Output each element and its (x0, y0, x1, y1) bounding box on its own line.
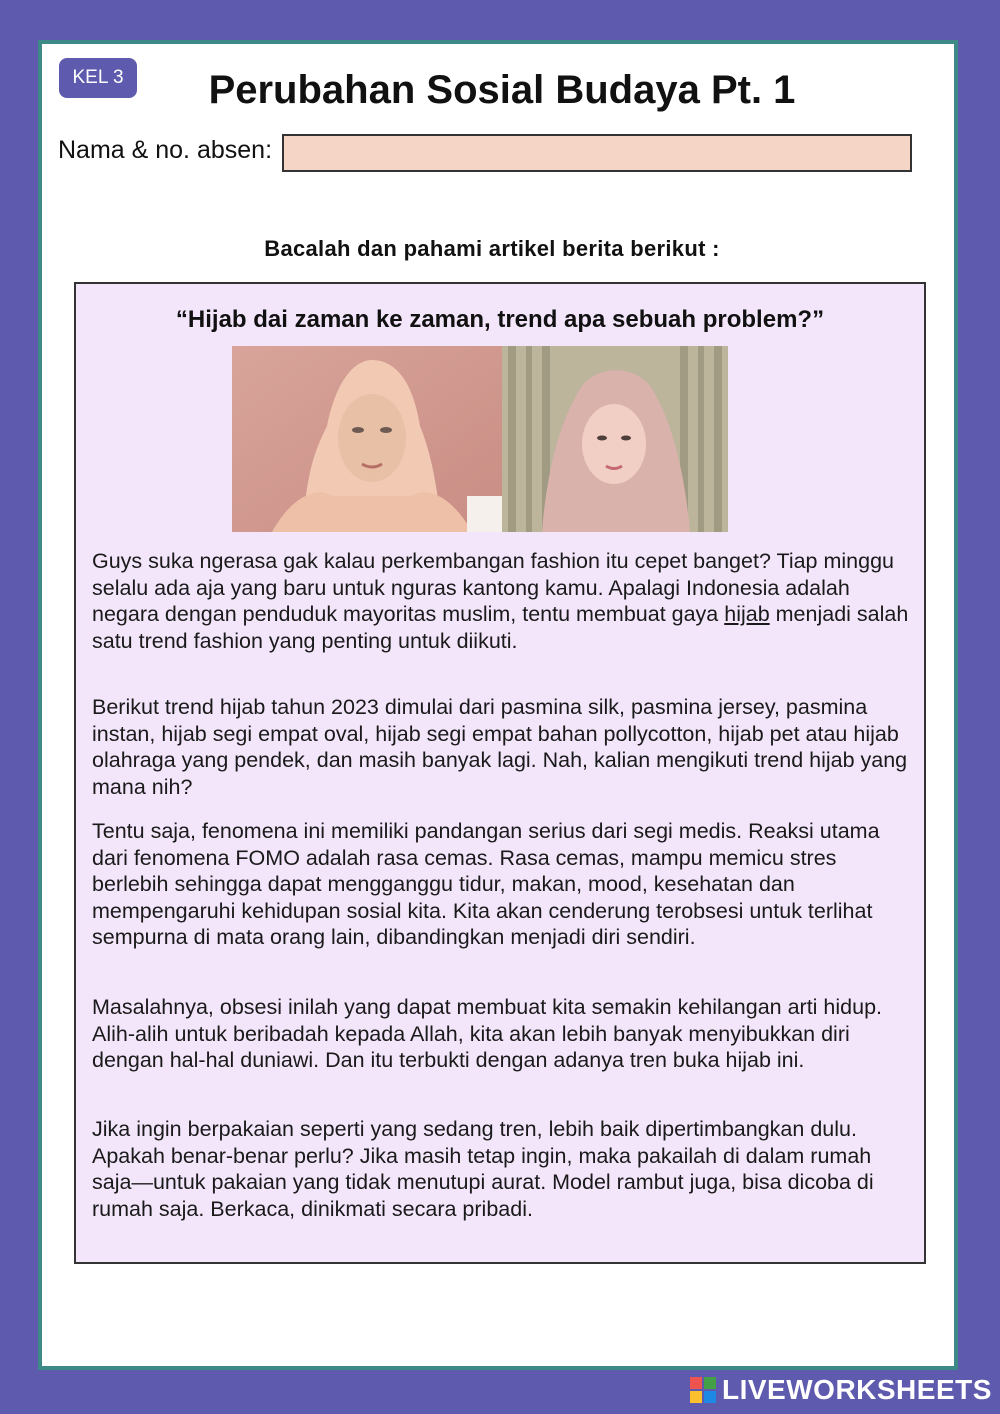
hijab-link[interactable]: hijab (724, 602, 770, 626)
paragraph-1-text-end: menjadi salah satu trend fashion yang penting untuk diikuti. (92, 602, 909, 653)
article-paragraph-2: Berikut trend hijab tahun 2023 dimulai dari pasmina silk, pasmina jersey, pasmina instan, hijab segi empat oval, hijab segi empat bahan pollycotton, hijab pet atau hijab olahraga yang pendek, dan masih banyak lagi. Nah, kalian mengikuti trend hijab yang mana nih? (92, 695, 908, 799)
instruction-text: Bacalah dan pahami artikel berita berikut : (264, 236, 720, 261)
worksheet (38, 40, 958, 1370)
article-box (74, 282, 926, 1264)
name-input[interactable] (282, 134, 912, 172)
page-title: Perubahan Sosial Budaya Pt. 1 (208, 68, 796, 112)
liveworksheets-logo-icon (690, 1377, 716, 1403)
group-badge: KEL 3 (59, 58, 137, 98)
article-paragraph-3: Tentu saja, fenomena ini memiliki pandangan serius dari segi medis. Reaksi utama dari fenomena FOMO adalah rasa cemas. Rasa cemas, mampu memicu stres berlebih sehingga dapat mengganggu tidur, makan, mood, kesehatan dan mempengaruhi kehidupan sosial kita. Kita akan cenderung terobsesi untuk terlihat sempurna di mata orang lain, dibandingkan menjadi diri sendiri. (92, 819, 880, 949)
name-label: Nama & no. absen: (58, 136, 273, 164)
article-paragraph-5: Jika ingin berpakaian seperti yang sedang tren, lebih baik dipertimbangkan dulu. Apakah benar-benar perlu? Jika masih tetap ingin, maka pakailah di dalam rumah saja—untuk pakaian yang tidak menutupi aurat. Model rambut juga, bisa dicoba di rumah saja. Berkaca, dinikmati secara pribadi. (92, 1117, 874, 1221)
article-paragraph-1 (92, 548, 912, 654)
article-title: “Hijab dai zaman ke zaman, trend apa sebuah problem?” (175, 306, 825, 333)
article-paragraph-4: Masalahnya, obsesi inilah yang dapat membuat kita semakin kehilangan arti hidup. Alih-alih untuk beribadah kepada Allah, kita akan lebih banyak menyibukkan diri dengan hal-hal duniawi. Dan itu terbukti dengan adanya tren buka hijab ini. (92, 995, 882, 1072)
hijab-photo-2 (502, 346, 728, 532)
brand-name: LIVEWORKSHEETS (722, 1374, 992, 1405)
liveworksheets-brand (690, 1374, 992, 1406)
paragraph-1-text: Guys suka ngerasa gak kalau perkembangan fashion itu cepet banget? Tiap minggu selalu ada aja yang baru untuk nguras kantong kamu. Apalagi Indonesia adalah negara dengan penduduk mayoritas muslim, tentu membuat gaya (92, 549, 894, 626)
hijab-photo-1 (232, 346, 502, 532)
